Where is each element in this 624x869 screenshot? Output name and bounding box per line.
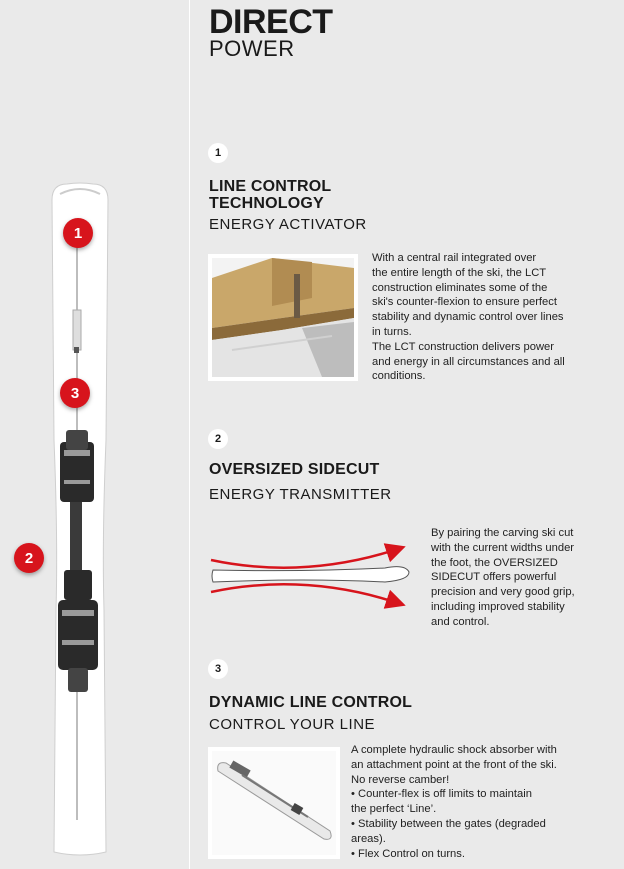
ski-marker-2: 2 bbox=[14, 543, 44, 573]
desc-line: ski's counter-flexion to ensure perfect bbox=[372, 296, 557, 309]
desc-line: areas). bbox=[351, 832, 386, 845]
desc-line: in turns. bbox=[372, 325, 412, 338]
desc-line: By pairing the carving ski cut bbox=[431, 527, 574, 539]
desc-line: A complete hydraulic shock absorber with bbox=[351, 744, 557, 756]
section-3-number: 3 bbox=[208, 659, 228, 679]
desc-line: the perfect ‘Line’. bbox=[351, 803, 437, 816]
section-3-subtitle: CONTROL YOUR LINE bbox=[209, 716, 376, 733]
desc-line: SIDECUT offers powerful bbox=[431, 571, 557, 584]
desc-line: with the current widths under bbox=[431, 541, 575, 554]
desc-line: precision and very good grip, bbox=[431, 586, 575, 599]
desc-line: construction eliminates some of the bbox=[372, 281, 548, 294]
desc-line: No reverse camber! bbox=[351, 773, 450, 786]
desc-line: conditions. bbox=[372, 370, 426, 383]
desc-line: • Stability between the gates (degraded bbox=[351, 817, 546, 830]
desc-line: including improved stability bbox=[431, 600, 565, 613]
sidecut-diagram bbox=[205, 540, 415, 612]
ski-marker-1: 1 bbox=[63, 218, 93, 248]
desc-line: an attachment point at the front of the ski. bbox=[351, 758, 557, 771]
section-1-title-line1: LINE CONTROL bbox=[209, 178, 332, 195]
section-3-description bbox=[351, 743, 619, 861]
page-title: DIRECT bbox=[209, 3, 333, 41]
section-1-description bbox=[372, 251, 617, 384]
dlc-shock-absorber-image bbox=[208, 747, 340, 859]
section-1-title-line2: TECHNOLOGY bbox=[209, 195, 324, 212]
desc-line: the foot, the OVERSIZED bbox=[431, 556, 558, 569]
section-2-subtitle: ENERGY TRANSMITTER bbox=[209, 486, 392, 503]
lct-construction-image bbox=[208, 254, 358, 381]
section-2-title: OVERSIZED SIDECUT bbox=[209, 461, 380, 478]
vertical-divider bbox=[189, 0, 190, 869]
desc-line: and control. bbox=[431, 615, 490, 628]
section-1-subtitle: ENERGY ACTIVATOR bbox=[209, 216, 367, 233]
page-subtitle: POWER bbox=[209, 36, 295, 61]
desc-line: stability and dynamic control over lines bbox=[372, 311, 564, 324]
section-2-description bbox=[431, 526, 621, 630]
section-3-title: DYNAMIC LINE CONTROL bbox=[209, 694, 413, 711]
desc-line: and energy in all circumstances and all bbox=[372, 355, 565, 368]
ski-marker-3: 3 bbox=[60, 378, 90, 408]
desc-line: • Flex Control on turns. bbox=[351, 847, 465, 860]
desc-line: With a central rail integrated over bbox=[372, 252, 537, 264]
desc-line: the entire length of the ski, the LCT bbox=[372, 266, 547, 279]
section-1-number: 1 bbox=[208, 143, 228, 163]
desc-line: • Counter-flex is off limits to maintain bbox=[351, 788, 532, 801]
section-2-number: 2 bbox=[208, 429, 228, 449]
desc-line: The LCT construction delivers power bbox=[372, 340, 554, 353]
ski-graphic bbox=[40, 180, 120, 860]
ski-illustration bbox=[40, 180, 120, 860]
